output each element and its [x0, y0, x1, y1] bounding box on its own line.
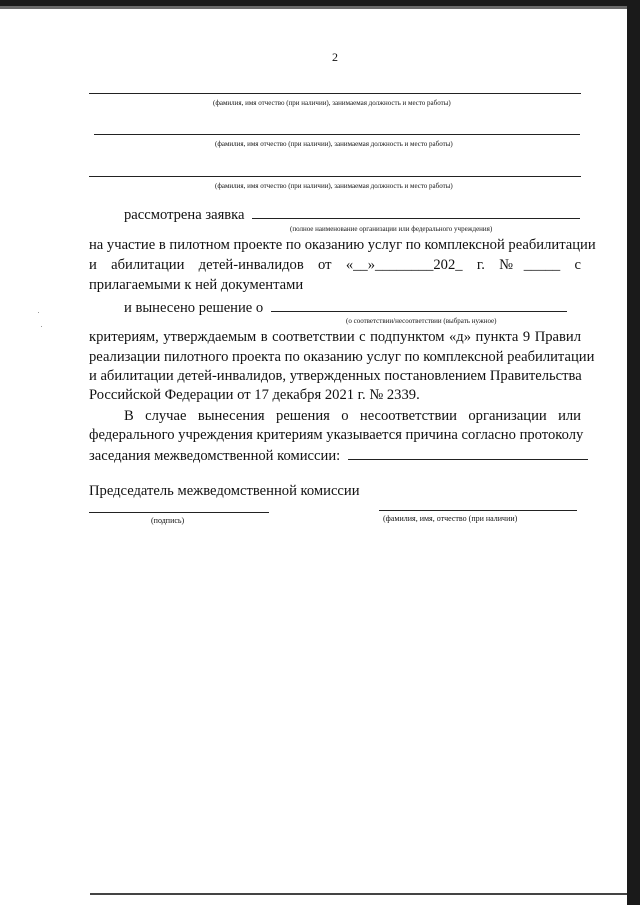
signature-line[interactable] — [89, 512, 269, 513]
chairman-name-line[interactable] — [379, 510, 577, 511]
participation-line-1: на участие в пилотном проекте по оказанию услуг по комплексной реабилитации — [89, 237, 596, 253]
decision-label: и вынесено решение о — [124, 300, 264, 316]
reason-field[interactable] — [348, 445, 588, 460]
scan-speck — [38, 312, 39, 313]
application-caption: (полное наименование организации или федерального учреждения) — [290, 225, 493, 233]
application-row — [124, 204, 584, 225]
signer-line-3[interactable] — [89, 176, 581, 177]
reason-row — [89, 445, 581, 466]
signer-line-2[interactable] — [94, 134, 580, 135]
decision-caption: (о соответствии/несоответствии (выбрать нужное) — [346, 317, 497, 325]
scan-top-shadow — [0, 6, 640, 9]
criteria-line-3: и абилитации детей-инвалидов, утвержденных постановлением Правительства — [89, 368, 582, 384]
scan-right-border — [627, 0, 640, 905]
criteria-line-1: критериям, утверждаемым в соответствии с подпунктом «д» пункта 9 Правил — [89, 329, 581, 345]
participation-line-2: и абилитации детей-инвалидов от «__»________202_ г. №_____ с — [89, 257, 581, 273]
reason-line-3: заседания межведомственной комиссии: — [89, 448, 341, 464]
scan-bottom-edge — [90, 893, 627, 895]
organization-name-field[interactable] — [252, 204, 580, 219]
criteria-line-2: реализации пилотного проекта по оказанию услуг по комплексной реабилитации — [89, 349, 595, 365]
criteria-line-4: Российской Федерации от 17 декабря 2021 г. № 2339. — [89, 387, 420, 403]
participation-line-3: прилагаемыми к ней документами — [89, 277, 304, 293]
signer-caption-2: (фамилия, имя отчество (при наличии), занимаемая должность и место работы) — [215, 140, 453, 148]
chairman-name-caption: (фамилия, имя, отчество (при наличии) — [383, 514, 518, 523]
application-label: рассмотрена заявка — [124, 207, 245, 223]
decision-row — [124, 297, 584, 318]
signer-line-1[interactable] — [89, 93, 581, 94]
signer-caption-1: (фамилия, имя отчество (при наличии), занимаемая должность и место работы) — [213, 99, 451, 107]
chairman-title: Председатель межведомственной комиссии — [89, 483, 360, 499]
reason-line-2: федерального учреждения критериям указывается причина согласно протоколу — [89, 427, 584, 443]
scan-speck — [41, 326, 42, 327]
signature-caption: (подпись) — [151, 516, 185, 525]
signer-caption-3: (фамилия, имя отчество (при наличии), занимаемая должность и место работы) — [215, 182, 453, 190]
page-number: 2 — [332, 50, 338, 64]
decision-field[interactable] — [271, 297, 567, 312]
reason-line-1: В случае вынесения решения о несоответствии организации или — [124, 408, 581, 424]
